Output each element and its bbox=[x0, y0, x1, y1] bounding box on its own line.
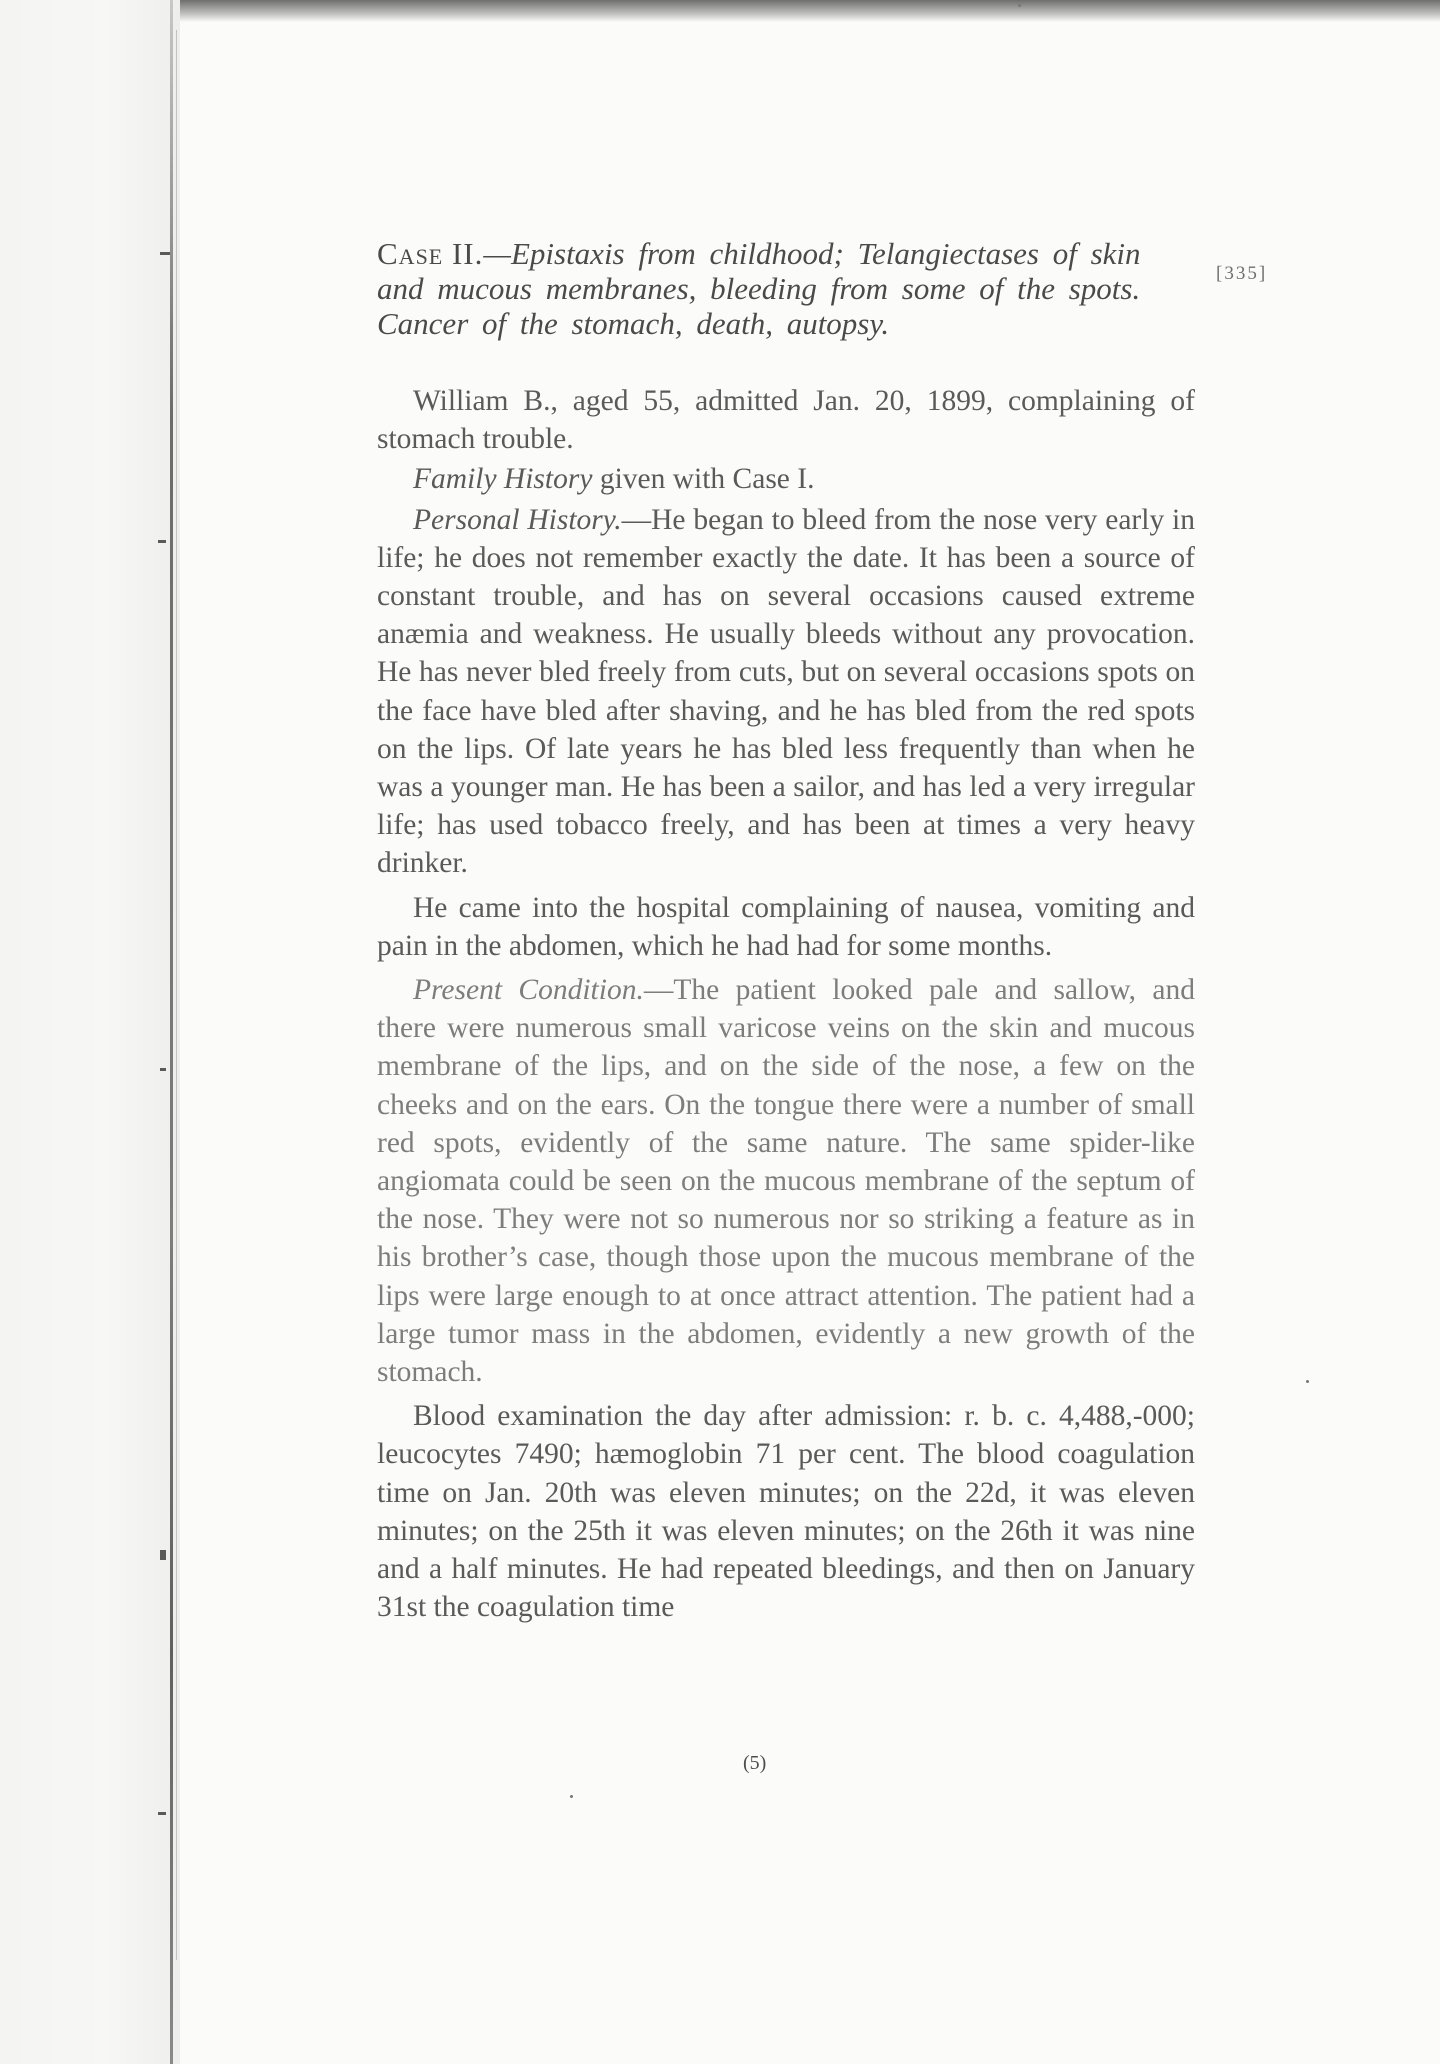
case-label: Case II. bbox=[377, 236, 484, 271]
binding-mark bbox=[160, 1068, 166, 1071]
paragraph-family-history bbox=[377, 460, 1195, 498]
case-body bbox=[377, 382, 1195, 1627]
case-heading bbox=[377, 236, 1195, 341]
binding-mark bbox=[158, 540, 166, 543]
case-title: —Epistaxis from childhood; Telangiectases of skin and mucous membranes, bleeding from some of the spots. Cancer of the stomach, death, autopsy. bbox=[377, 236, 1141, 341]
present-condition-label: Present Condition. bbox=[413, 974, 644, 1007]
scan-speck bbox=[570, 1795, 573, 1798]
present-condition-text: —The patient looked pale and sallow, and there were numerous small varicose veins on the skin and mucous membrane of the lips, and on the side of the nose, a few on the cheeks and on the ears. On the tongue there were a number of small red spots, evidently of the same nature. The same spider-like angiomata could be seen on the mucous membrane of the septum of the nose. They were not so numerous nor so striking a feature as in his brother’s case, though those upon the mucous membrane of the lips were large enough to at once attract attention. The patient had a large tumor mass in the abdomen, evidently a new growth of the stomach. bbox=[377, 974, 1195, 1389]
margin-page-reference: [335] bbox=[1216, 263, 1268, 284]
page-number: (5) bbox=[743, 1752, 767, 1774]
paragraph-personal-history bbox=[377, 501, 1195, 883]
scan-speck bbox=[1306, 1380, 1309, 1383]
paragraph-blood-examination: Blood examination the day after admission: r. b. c. 4,488,-000; leucocytes 7490; hæmoglobin 71 per cent. The blood coagulation time on Jan. 20th was eleven minutes; on the 22d, it was eleven minutes; on the 25th it was eleven minutes; on the 26th it was nine and a half minutes. He had repeated bleedings, and then on January 31st the coagulation time bbox=[377, 1400, 1195, 1624]
personal-history-label: Personal History. bbox=[413, 503, 622, 536]
binding-fold-line bbox=[170, 0, 173, 2064]
binding-mark bbox=[160, 252, 170, 255]
facing-page-edge bbox=[0, 0, 180, 2064]
personal-history-text: —He began to bleed from the nose very early in life; he does not remember exactly the date. It has been a source of constant trouble, and has on several occasions caused extreme anæmia and weakness. He usually bleeds without any provocation. He has never bled freely from cuts, but on several occasions spots on the face have bled after shaving, and he has bled from the red spots on the lips. Of late years he has bled less frequently than when he was a younger man. He has been a sailor, and has led a very irregular life; has used tobacco freely, and has been at times a very heavy drinker. bbox=[377, 503, 1195, 880]
family-history-text: given with Case I. bbox=[592, 463, 815, 496]
family-history-label: Family History bbox=[413, 463, 593, 496]
paragraph-present-condition bbox=[377, 971, 1195, 1391]
binding-mark bbox=[160, 1550, 166, 1560]
paragraph-admission: William B., aged 55, admitted Jan. 20, 1899, complaining of stomach trouble. bbox=[377, 385, 1195, 456]
paragraph-complaint: He came into the hospital complaining of nausea, vomiting and pain in the abdomen, which he had had for some months. bbox=[377, 891, 1195, 962]
scan-top-edge bbox=[160, 0, 1440, 22]
binding-fold-shadow bbox=[176, 30, 177, 1960]
scan-speck bbox=[1018, 4, 1021, 7]
binding-mark bbox=[158, 1812, 166, 1815]
